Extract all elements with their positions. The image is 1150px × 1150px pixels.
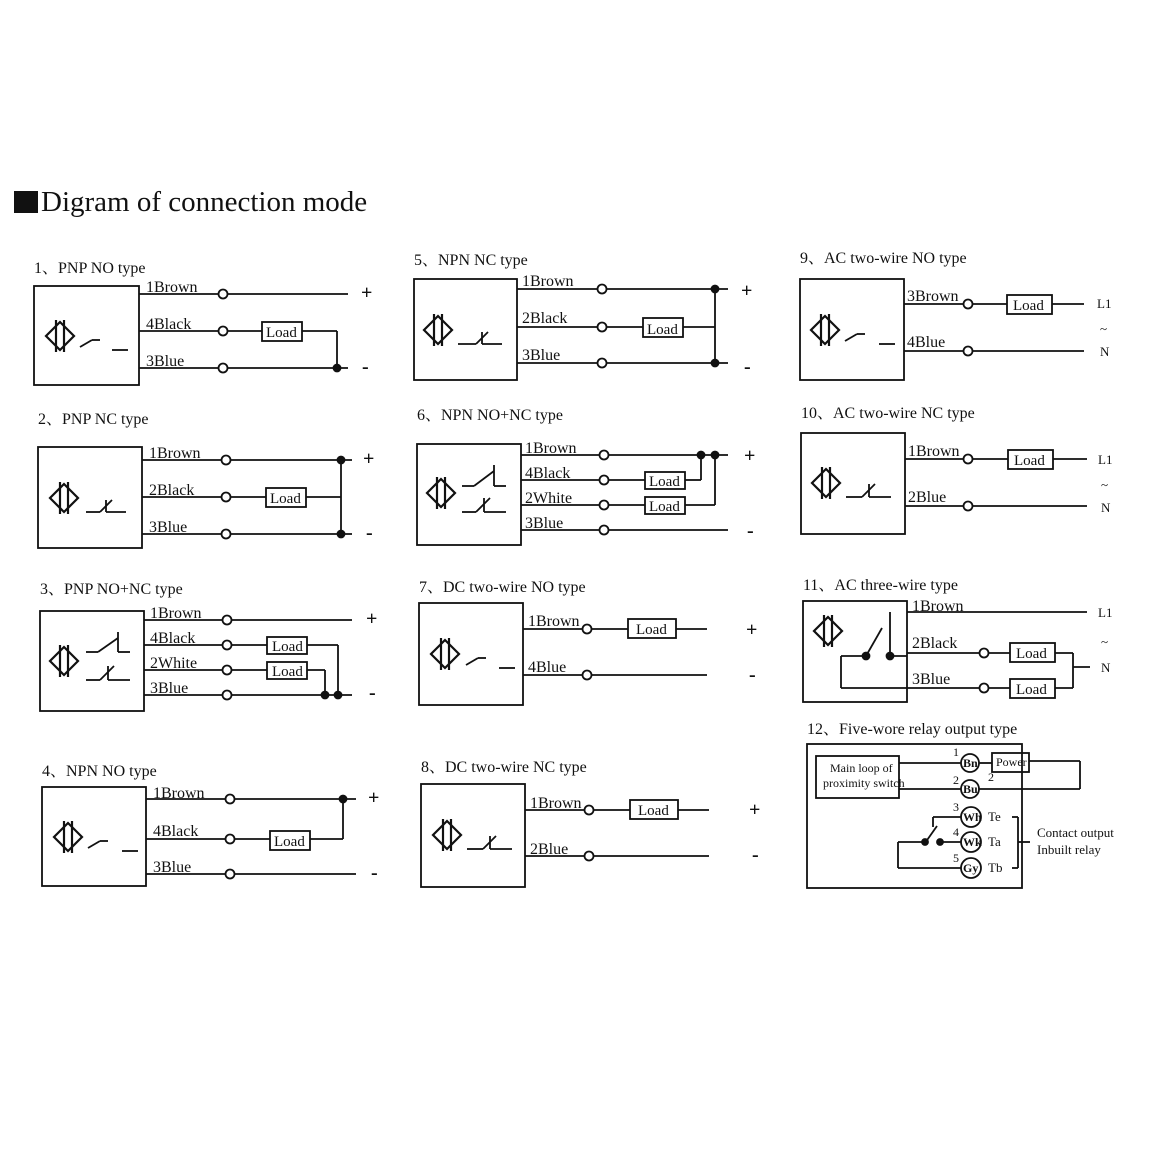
diagram-5-minus-symbol: - — [744, 356, 751, 378]
diagram-2-plus-symbol: + — [363, 448, 375, 470]
diagram-2-load-label: Load — [270, 491, 301, 507]
diagram-11-ac-symbol: ~ — [1101, 634, 1109, 649]
diagram-5-load-label: Load — [647, 322, 678, 338]
diagram-10-title: 10、AC two-wire NC type — [801, 405, 975, 422]
diagram-12-number-4: 4 — [953, 825, 959, 839]
diagram-9-ac-symbol: ~ — [1100, 321, 1108, 336]
diagram-5-wire-3: 3Blue — [522, 347, 561, 364]
diagram-6-load-2-label: Load — [649, 499, 680, 515]
diagram-9-load-label: Load — [1013, 298, 1044, 314]
diagram-6 — [417, 444, 728, 545]
diagram-8-load-label: Load — [638, 803, 669, 819]
diagram-1 — [34, 286, 348, 385]
diagram-12-title: 12、Five-wore relay output type — [807, 721, 1018, 738]
diagram-5-plus-symbol: + — [741, 280, 753, 302]
diagram-12-terminal-gy: Gy — [963, 861, 979, 875]
diagram-6-wire-2: 4Black — [525, 465, 571, 482]
diagram-5-wire-2: 2Black — [522, 310, 568, 327]
diagram-3-minus-symbol: - — [369, 682, 376, 704]
diagram-1-minus-symbol: - — [362, 356, 369, 378]
diagram-12-number-2b: 2 — [988, 770, 994, 784]
diagram-6-wire-3: 2White — [525, 490, 573, 507]
diagram-5 — [414, 279, 728, 380]
diagram-12-number-2: 2 — [953, 773, 959, 787]
diagram-8-minus-symbol: - — [752, 844, 759, 866]
diagram-10-wire-2: 2Blue — [908, 489, 947, 506]
diagram-12-number-3: 3 — [953, 800, 959, 814]
diagram-3-title: 3、PNP NO+NC type — [40, 581, 183, 598]
diagram-6-minus-symbol: - — [747, 520, 754, 542]
diagram-7-load-label: Load — [636, 622, 667, 638]
diagram-4-wire-3: 3Blue — [153, 859, 192, 876]
diagram-12-power-label: Power — [996, 755, 1027, 769]
diagram-3-wire-4: 3Blue — [150, 680, 189, 697]
diagram-9-wire-2: 4Blue — [907, 334, 946, 351]
diagram-6-wire-4: 3Blue — [525, 515, 564, 532]
diagram-1-load-label: Load — [266, 325, 297, 341]
diagram-11-wire-1: 1Brown — [912, 598, 964, 615]
diagram-3-load-2-label: Load — [272, 664, 303, 680]
diagram-9-wire-1: 3Brown — [907, 288, 959, 305]
diagram-10-load-label: Load — [1014, 453, 1045, 469]
diagram-7-title: 7、DC two-wire NO type — [419, 579, 586, 596]
diagram-1-wire-3: 3Blue — [146, 353, 185, 370]
diagram-3-wire-3: 2White — [150, 655, 198, 672]
diagram-1-title: 1、PNP NO type — [34, 260, 146, 277]
diagram-12-box-label-1: Main loop of — [830, 761, 893, 775]
diagram-2-wire-2: 2Black — [149, 482, 195, 499]
diagram-11-n-symbol: N — [1101, 660, 1111, 675]
diagram-12-terminal-bu: Bu — [963, 782, 978, 796]
diagram-10-l1-symbol: L1 — [1098, 452, 1113, 467]
diagram-6-title: 6、NPN NO+NC type — [417, 407, 563, 424]
diagram-6-wire-1: 1Brown — [525, 440, 577, 457]
diagram-5-title: 5、NPN NC type — [414, 252, 528, 269]
diagram-7-plus-symbol: + — [746, 619, 758, 641]
diagram-4-wire-2: 4Black — [153, 823, 199, 840]
diagram-10-ac-symbol: ~ — [1101, 477, 1109, 492]
diagram-12-terminal-wk: Wk — [963, 835, 982, 849]
diagram-11-load-2-label: Load — [1016, 682, 1047, 698]
diagram-6-load-1-label: Load — [649, 474, 680, 490]
diagram-12-terminal-bn: Bn — [963, 756, 978, 770]
diagram-3-wire-2: 4Black — [150, 630, 196, 647]
diagram-12-note-1: Contact output — [1037, 825, 1114, 840]
diagram-7-wire-2: 4Blue — [528, 659, 567, 676]
diagram-12-box-label-2: proximity switch — [823, 776, 905, 790]
diagram-8-wire-1: 1Brown — [530, 795, 582, 812]
diagram-8-wire-2: 2Blue — [530, 841, 569, 858]
diagram-11-wire-3: 3Blue — [912, 671, 951, 688]
diagram-12-terminal-wh: Wh — [963, 810, 982, 824]
diagram-10-n-symbol: N — [1101, 500, 1111, 515]
diagram-5-wire-1: 1Brown — [522, 273, 574, 290]
diagram-2-wire-3: 3Blue — [149, 519, 188, 536]
diagram-12-note-2: Inbuilt relay — [1037, 842, 1101, 857]
diagram-4-load-label: Load — [274, 834, 305, 850]
diagram-4-minus-symbol: - — [371, 862, 378, 884]
diagram-10-wire-1: 1Brown — [908, 443, 960, 460]
diagram-8-title: 8、DC two-wire NC type — [421, 759, 587, 776]
diagram-11-wire-2: 2Black — [912, 635, 958, 652]
diagram-11-l1-symbol: L1 — [1098, 605, 1113, 620]
diagram-7-wire-1: 1Brown — [528, 613, 580, 630]
diagram-9-n-symbol: N — [1100, 344, 1110, 359]
diagram-11-title: 11、AC three-wire type — [803, 577, 958, 594]
diagram-9-l1-symbol: L1 — [1097, 296, 1112, 311]
diagram-2-minus-symbol: - — [366, 522, 373, 544]
diagram-2 — [38, 447, 352, 548]
diagram-4-plus-symbol: + — [368, 787, 380, 809]
diagram-8-plus-symbol: + — [749, 799, 761, 821]
diagram-3-load-1-label: Load — [272, 639, 303, 655]
diagram-12-number-5: 5 — [953, 851, 959, 865]
diagram-12-number-1: 1 — [953, 745, 959, 759]
diagram-2-wire-1: 1Brown — [149, 445, 201, 462]
page-title-text: Digram of connection mode — [41, 186, 368, 218]
diagram-12-contact-tb: Tb — [988, 860, 1003, 875]
diagram-3-wire-1: 1Brown — [150, 605, 202, 622]
diagram-9-title: 9、AC two-wire NO type — [800, 250, 967, 267]
diagram-6-plus-symbol: + — [744, 445, 756, 467]
diagram-12-contact-ta: Ta — [988, 834, 1001, 849]
diagram-1-wire-2: 4Black — [146, 316, 192, 333]
diagram-3-plus-symbol: + — [366, 608, 378, 630]
diagram-1-wire-1: 1Brown — [146, 279, 198, 296]
diagram-4-title: 4、NPN NO type — [42, 763, 157, 780]
diagram-7-minus-symbol: - — [749, 664, 756, 686]
diagram-1-plus-symbol: + — [361, 282, 373, 304]
diagram-2-title: 2、PNP NC type — [38, 411, 149, 428]
diagram-11-load-1-label: Load — [1016, 646, 1047, 662]
diagram-4-wire-1: 1Brown — [153, 785, 205, 802]
diagram-12-contact-te: Te — [988, 809, 1001, 824]
